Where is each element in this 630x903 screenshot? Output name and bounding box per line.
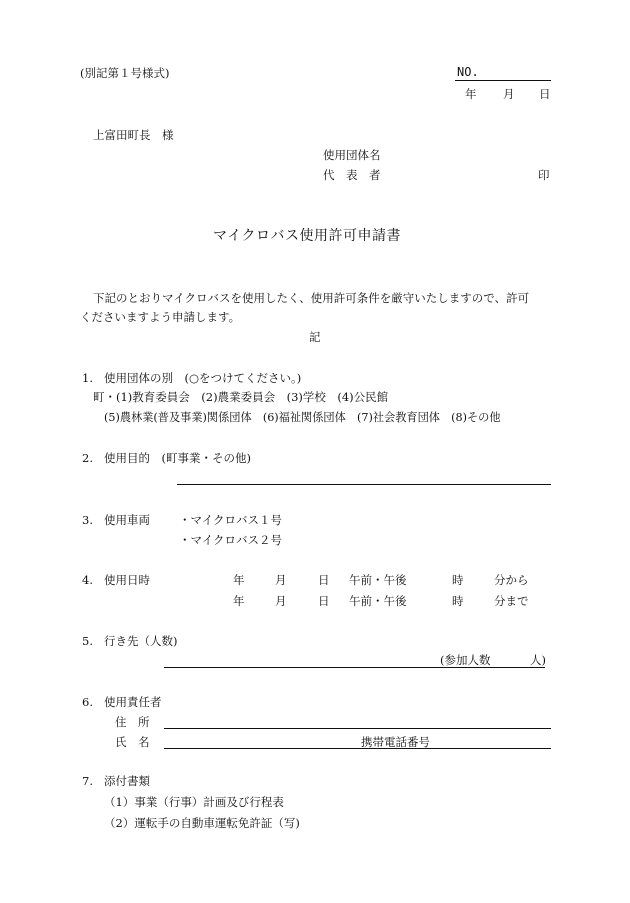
- intro-line-2: くださいますよう申請します。: [80, 310, 241, 324]
- mobile-phone-label: 携帯電話番号: [361, 735, 430, 749]
- purpose-line: [177, 484, 551, 485]
- no-underline: [455, 80, 551, 81]
- section-7-label: 添付書類: [104, 774, 150, 788]
- participant-count-close: 人): [530, 653, 546, 667]
- section-3-number: 3.: [82, 513, 93, 527]
- seal-mark: 印: [538, 168, 550, 182]
- document-title: マイクロバス使用許可申請書: [213, 228, 401, 244]
- to-minute: 分まで: [494, 594, 529, 608]
- section-4-number: 4.: [82, 573, 93, 587]
- section-1-row-1: 町・(1)教育委員会 (2)農業委員会 (3)学校 (4)公民館: [93, 390, 389, 404]
- representative-label: 代 表 者: [323, 168, 381, 182]
- to-month: 月: [275, 594, 287, 608]
- to-year: 年: [233, 594, 245, 608]
- destination-line: [164, 667, 545, 668]
- section-4-label: 使用日時: [104, 573, 150, 587]
- attachment-2: （2）運転手の自動車運転免許証（写): [104, 816, 300, 830]
- section-1-label: 使用団体の別 (○をつけてください。): [104, 371, 302, 385]
- section-2-label: 使用目的 (町事業・その他): [104, 451, 251, 465]
- form-number-label: (別記第１号様式): [80, 66, 170, 80]
- bus-option-2: ・マイクロバス２号: [179, 533, 283, 547]
- address-label: 住 所: [115, 715, 150, 729]
- from-day: 日: [318, 573, 330, 587]
- from-ampm: 午前・午後: [349, 573, 407, 587]
- header-date-year: 年: [465, 87, 477, 101]
- participant-count-open: (参加人数: [440, 653, 491, 667]
- to-ampm: 午前・午後: [349, 594, 407, 608]
- header-date-day: 日: [539, 87, 551, 101]
- section-3-label: 使用車両: [104, 513, 150, 527]
- ki-heading: 記: [309, 330, 321, 344]
- section-7-number: 7.: [82, 774, 93, 788]
- from-hour: 時: [452, 573, 464, 587]
- section-1-row-2: (5)農林業(普及事業)関係団体 (6)福祉関係団体 (7)社会教育団体 (8)その他: [104, 411, 501, 424]
- name-line: [164, 748, 551, 749]
- group-name-label: 使用団体名: [323, 148, 381, 162]
- section-2-number: 2.: [82, 451, 93, 465]
- section-5-number: 5.: [82, 634, 93, 648]
- section-1-number: 1.: [82, 371, 93, 385]
- to-hour: 時: [452, 594, 464, 608]
- name-label: 氏 名: [115, 735, 150, 749]
- addressee: 上富田町長 様: [93, 128, 174, 142]
- bus-option-1: ・マイクロバス１号: [179, 513, 283, 527]
- header-date-month: 月: [503, 87, 515, 101]
- no-label: NO.: [457, 65, 479, 79]
- section-6-number: 6.: [82, 695, 93, 709]
- section-5-label: 行き先（人数): [104, 634, 178, 648]
- attachment-1: （1）事業（行事）計画及び行程表: [104, 795, 284, 809]
- from-month: 月: [275, 573, 287, 587]
- to-day: 日: [318, 594, 330, 608]
- from-minute: 分から: [494, 573, 529, 587]
- section-6-label: 使用責任者: [104, 695, 162, 709]
- address-line: [164, 728, 551, 729]
- from-year: 年: [233, 573, 245, 587]
- intro-line-1: 下記のとおりマイクロバスを使用したく、使用許可条件を厳守いたしますので、許可: [93, 291, 530, 305]
